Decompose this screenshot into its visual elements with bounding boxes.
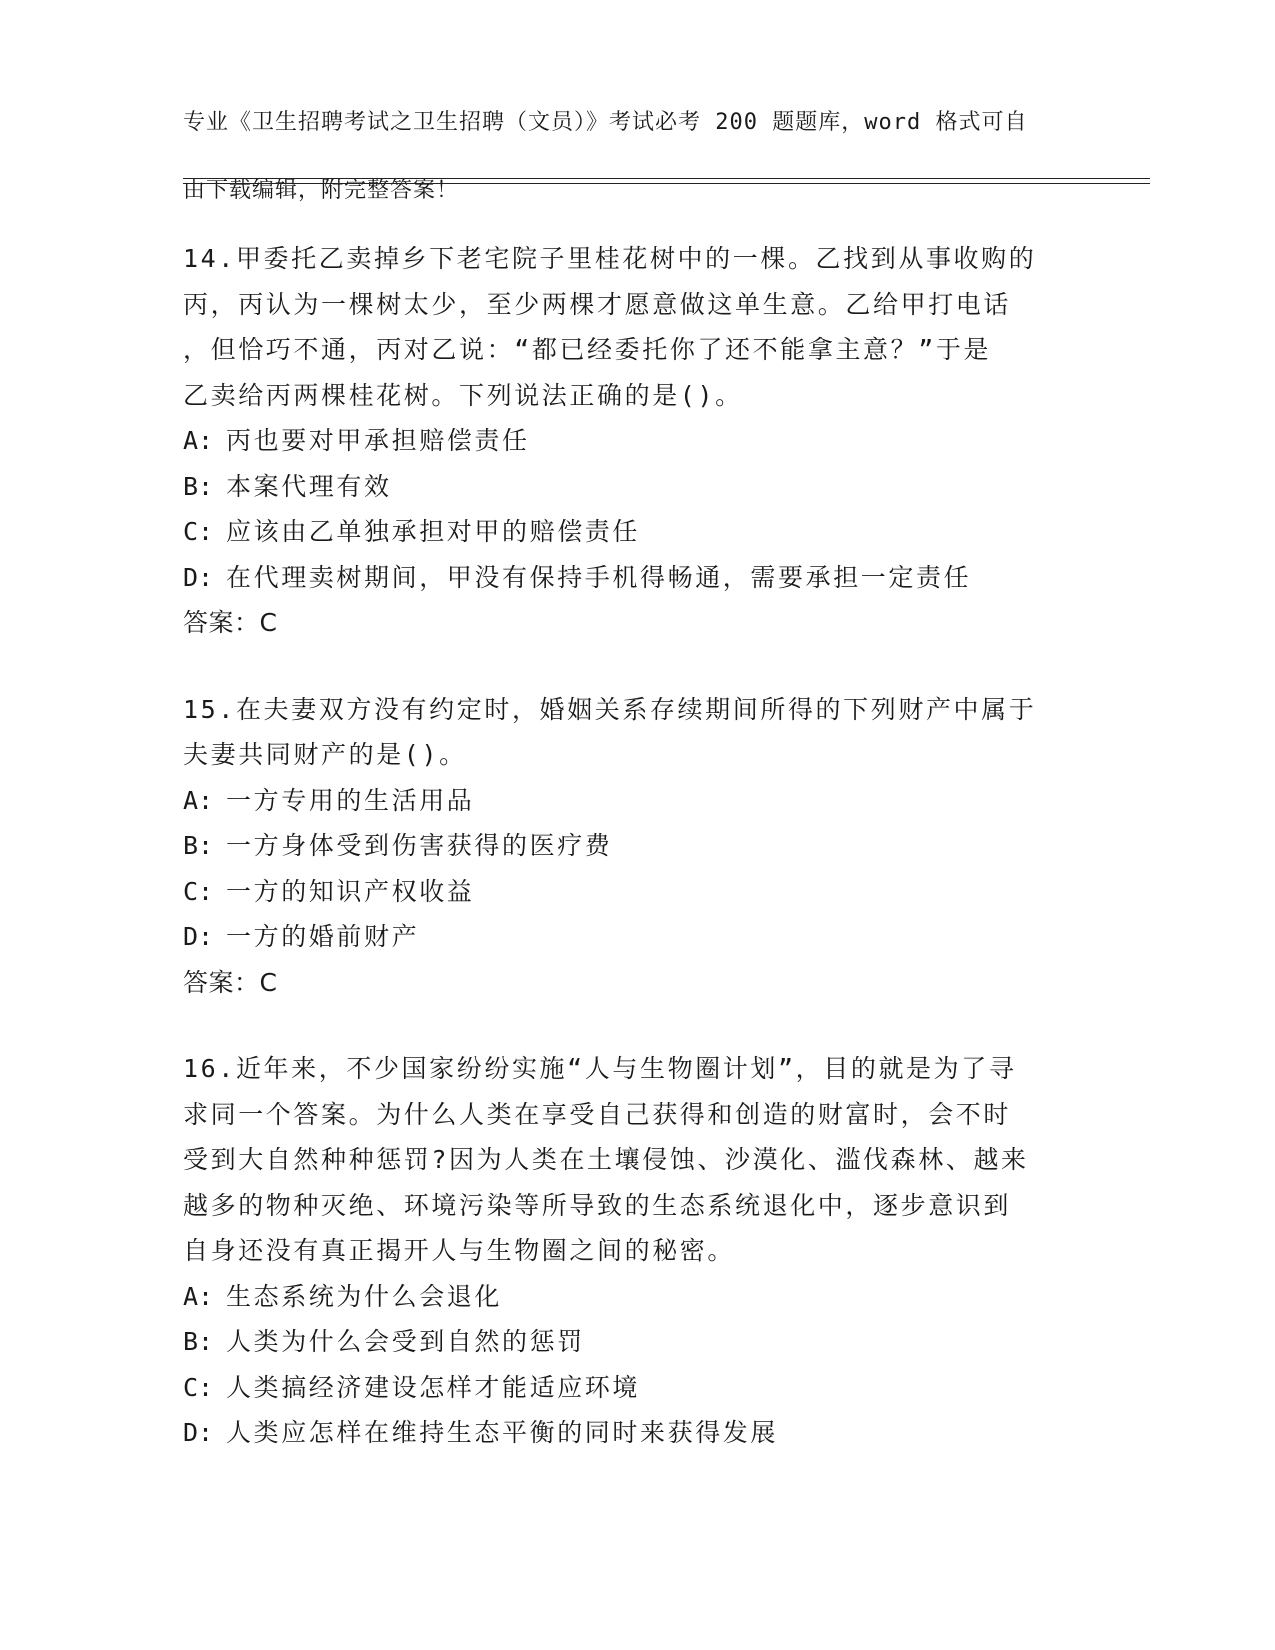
question-14 xyxy=(183,236,1073,646)
option-text: 丙也要对甲承担赔偿责任 xyxy=(226,426,530,455)
document-header xyxy=(183,72,1063,242)
question-16 xyxy=(183,1046,1073,1456)
header-divider xyxy=(183,183,1150,184)
question-stem-line: 16.近年来，不少国家纷纷实施“人与生物圈计划”，目的就是为了寻 xyxy=(183,1054,1017,1083)
question-stem-line: 14.甲委托乙卖掉乡下老宅院子里桂花树中的一棵。乙找到从事收购的 xyxy=(183,244,1037,273)
header-intro-line: 专业《卫生招聘考试之卫生招聘（文员）》考试必考 200 题题库，word 格式可自 xyxy=(183,110,1028,135)
option-text: 一方的婚前财产 xyxy=(226,922,420,951)
question-stem-line: ，但恰巧不通，丙对乙说：“都已经委托你了还不能拿主意？”于是 xyxy=(183,335,992,364)
option-letter: A: xyxy=(183,1281,214,1311)
option-text: 一方的知识产权收益 xyxy=(226,876,475,906)
question-list xyxy=(183,236,1073,1497)
option-a xyxy=(183,1274,1073,1320)
option-letter: B: xyxy=(183,471,214,501)
option-letter: D: xyxy=(183,922,214,951)
question-stem-line: 丙，丙认为一棵树太少，至少两棵才愿意做这单生意。乙给甲打电话 xyxy=(183,289,1012,319)
question-15 xyxy=(183,687,1073,1006)
question-stem-line: 受到大自然种种惩罚?因为人类在土壤侵蚀、沙漠化、滥伐森林、越来 xyxy=(183,1145,1029,1174)
option-a xyxy=(183,778,1073,824)
option-d xyxy=(183,1410,1073,1456)
option-text: 人类搞经济建设怎样才能适应环境 xyxy=(226,1372,641,1402)
option-letter: A: xyxy=(183,426,214,455)
question-stem-line: 求同一个答案。为什么人类在享受自己获得和创造的财富时，会不时 xyxy=(183,1099,1012,1129)
option-text: 本案代理有效 xyxy=(226,471,392,501)
option-text: 生态系统为什么会退化 xyxy=(226,1281,503,1311)
option-text: 人类应怎样在维持生态平衡的同时来获得发展 xyxy=(226,1418,779,1447)
option-c xyxy=(183,1365,1073,1411)
option-letter: B: xyxy=(183,831,214,860)
answer-line: 答案：C xyxy=(183,967,278,997)
option-letter: C: xyxy=(183,517,214,546)
option-letter: C: xyxy=(183,1372,214,1402)
option-letter: A: xyxy=(183,785,214,815)
option-text: 一方身体受到伤害获得的医疗费 xyxy=(226,831,613,860)
answer-line: 答案：C xyxy=(183,608,278,637)
question-stem-line: 越多的物种灭绝、环境污染等所导致的生态系统退化中，逐步意识到 xyxy=(183,1190,1012,1220)
header-intro-line: 由下载编辑，附完整答案！ xyxy=(183,178,460,203)
option-text: 应该由乙单独承担对甲的赔偿责任 xyxy=(226,517,641,546)
question-stem-line: 自身还没有真正揭开人与生物圈之间的秘密。 xyxy=(183,1236,736,1265)
question-stem-line: 乙卖给丙两棵桂花树。下列说法正确的是()。 xyxy=(183,380,743,410)
option-letter: D: xyxy=(183,1418,214,1447)
option-b xyxy=(183,823,1073,869)
option-a xyxy=(183,418,1073,464)
option-letter: B: xyxy=(183,1327,214,1356)
option-d xyxy=(183,914,1073,960)
option-text: 一方专用的生活用品 xyxy=(226,785,475,815)
option-b xyxy=(183,1319,1073,1365)
header-divider xyxy=(183,178,1150,179)
option-c xyxy=(183,869,1073,915)
option-text: 人类为什么会受到自然的惩罚 xyxy=(226,1327,585,1356)
option-letter: D: xyxy=(183,562,214,592)
question-stem-line: 夫妻共同财产的是()。 xyxy=(183,740,467,769)
option-text: 在代理卖树期间，甲没有保持手机得畅通，需要承担一定责任 xyxy=(226,562,972,592)
question-stem-line: 15.在夫妻双方没有约定时，婚姻关系存续期间所得的下列财产中属于 xyxy=(183,694,1037,724)
option-c xyxy=(183,509,1073,555)
option-letter: C: xyxy=(183,876,214,906)
option-d xyxy=(183,555,1073,601)
option-b xyxy=(183,464,1073,510)
